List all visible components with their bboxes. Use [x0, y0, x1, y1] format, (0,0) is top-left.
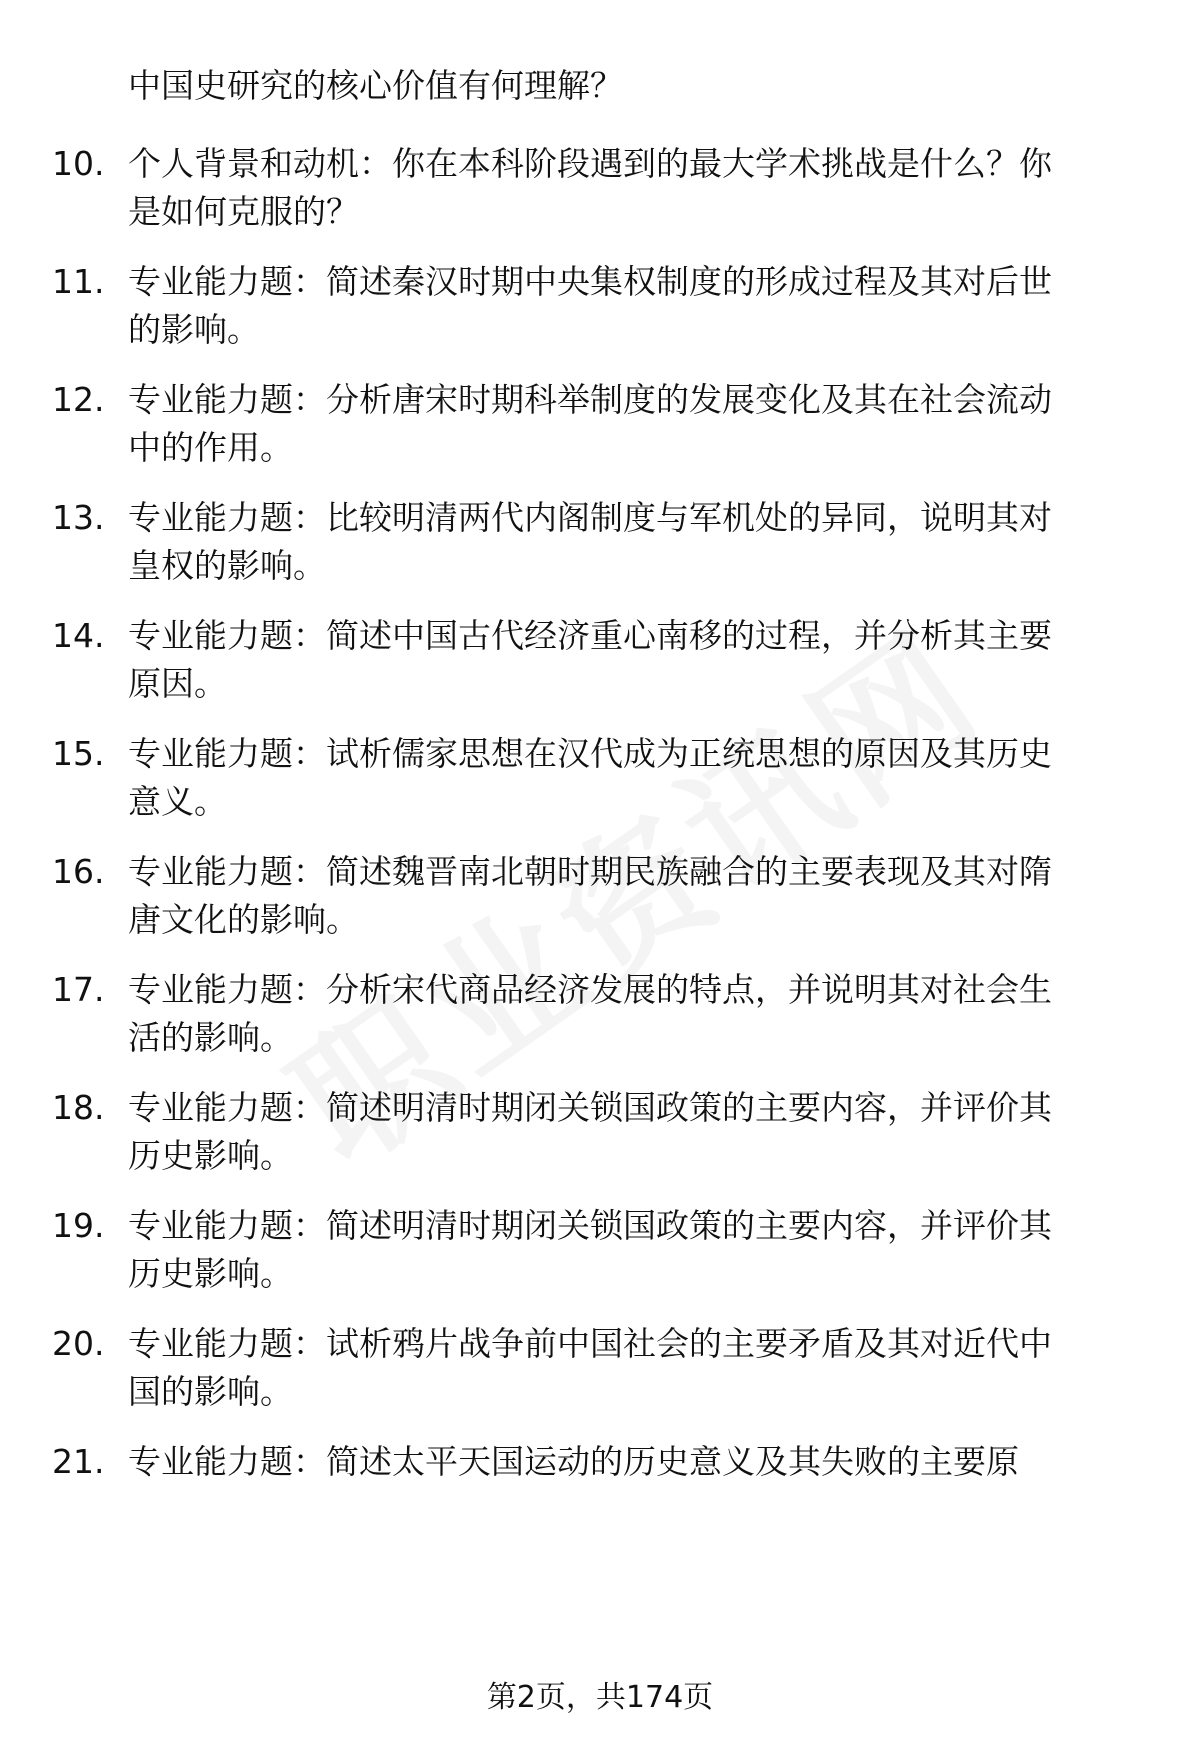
- item-number: 15.: [52, 734, 105, 773]
- item-line: 专业能力题：简述秦汉时期中央集权制度的形成过程及其对后世: [128, 262, 1052, 301]
- page-footer: 第2页，共174页: [486, 1680, 714, 1715]
- item-line: 意义。: [128, 782, 227, 821]
- item-number: 20.: [52, 1324, 105, 1363]
- item-line: 专业能力题：比较明清两代内阁制度与军机处的异同，说明其对: [128, 498, 1052, 537]
- item-text: [128, 1320, 1140, 1416]
- item-line: 专业能力题：简述太平天国运动的历史意义及其失败的主要原: [128, 1442, 1019, 1481]
- item-line: 国的影响。: [128, 1372, 293, 1411]
- item-text: [128, 1438, 1140, 1486]
- item-text: [128, 376, 1140, 472]
- item-text: [128, 1202, 1140, 1298]
- item-line: 专业能力题：试析鸦片战争前中国社会的主要矛盾及其对近代中: [128, 1324, 1052, 1363]
- item-text: [128, 966, 1140, 1062]
- item-line: 是如何克服的？: [128, 192, 359, 231]
- item-number: 14.: [52, 616, 105, 655]
- item-line: 专业能力题：简述中国古代经济重心南移的过程，并分析其主要: [128, 616, 1052, 655]
- continuation-text: 中国史研究的核心价值有何理解？: [128, 66, 623, 105]
- item-number: 19.: [52, 1206, 105, 1245]
- item-number: 17.: [52, 970, 105, 1009]
- item-text: [128, 140, 1140, 236]
- item-text: [128, 258, 1140, 354]
- item-text: [128, 848, 1140, 944]
- item-number: 10.: [52, 144, 105, 183]
- item-number: 13.: [52, 498, 105, 537]
- item-line: 的影响。: [128, 310, 260, 349]
- item-line: 个人背景和动机：你在本科阶段遇到的最大学术挑战是什么？你: [128, 144, 1052, 183]
- item-text: [128, 1084, 1140, 1180]
- item-line: 专业能力题：简述明清时期闭关锁国政策的主要内容，并评价其: [128, 1206, 1052, 1245]
- item-number: 21.: [52, 1442, 105, 1481]
- item-line: 专业能力题：试析儒家思想在汉代成为正统思想的原因及其历史: [128, 734, 1052, 773]
- item-line: 中的作用。: [128, 428, 293, 467]
- item-line: 历史影响。: [128, 1136, 293, 1175]
- item-line: 活的影响。: [128, 1018, 293, 1057]
- item-text: [128, 494, 1140, 590]
- item-line: 专业能力题：简述魏晋南北朝时期民族融合的主要表现及其对隋: [128, 852, 1052, 891]
- item-line: 历史影响。: [128, 1254, 293, 1293]
- item-line: 专业能力题：分析唐宋时期科举制度的发展变化及其在社会流动: [128, 380, 1052, 419]
- item-text: [128, 612, 1140, 708]
- item-line: 专业能力题：分析宋代商品经济发展的特点，并说明其对社会生: [128, 970, 1052, 1009]
- item-line: 唐文化的影响。: [128, 900, 359, 939]
- item-number: 12.: [52, 380, 105, 419]
- item-number: 11.: [52, 262, 105, 301]
- item-text: [128, 730, 1140, 826]
- item-line: 皇权的影响。: [128, 546, 326, 585]
- item-number: 18.: [52, 1088, 105, 1127]
- item-line: 专业能力题：简述明清时期闭关锁国政策的主要内容，并评价其: [128, 1088, 1052, 1127]
- item-line: 原因。: [128, 664, 227, 703]
- item-number: 16.: [52, 852, 105, 891]
